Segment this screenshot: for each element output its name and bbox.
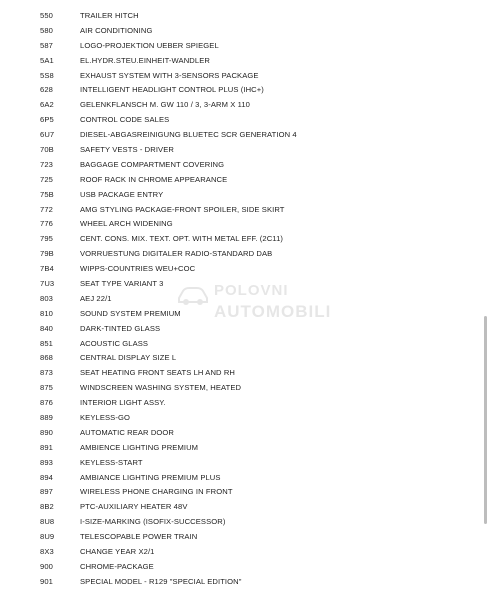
option-code: 851 — [40, 338, 53, 348]
option-row — [0, 38, 480, 53]
option-code: 894 — [40, 472, 53, 482]
option-description: INTERIOR LIGHT ASSY. — [80, 398, 166, 408]
option-row — [0, 157, 480, 172]
option-description: CENT. CONS. MIX. TEXT. OPT. WITH METAL EFF. (2C11) — [80, 234, 284, 244]
option-code: 873 — [40, 368, 53, 378]
option-code: 795 — [40, 234, 53, 244]
option-code: 810 — [40, 308, 53, 318]
option-row — [0, 23, 480, 38]
option-code: 550 — [40, 10, 53, 20]
option-row — [0, 470, 480, 485]
option-description: CHANGE YEAR X2/1 — [80, 547, 155, 556]
option-description: SOUND SYSTEM PREMIUM — [80, 308, 181, 318]
option-code: 803 — [40, 293, 53, 303]
option-code: 776 — [40, 219, 53, 229]
option-row — [0, 336, 480, 351]
option-code: 893 — [40, 457, 53, 467]
option-description: EL.HYDR.STEU.EINHEIT-WANDLER — [80, 55, 210, 65]
option-description: ACOUSTIC GLASS — [80, 338, 149, 348]
option-code: 587 — [40, 40, 53, 50]
option-description: AEJ 22/1 — [80, 293, 112, 303]
option-description: SAFETY VESTS - DRIVER — [80, 144, 174, 154]
option-row — [0, 261, 480, 276]
option-description: LOGO-PROJEKTION UEBER SPIEGEL — [80, 40, 219, 50]
option-description: SEAT TYPE VARIANT 3 — [80, 278, 164, 288]
option-row — [0, 395, 480, 410]
option-code: 725 — [40, 174, 53, 184]
option-description: CONTROL CODE SALES — [80, 115, 170, 125]
option-row — [0, 246, 480, 261]
option-description: I-SIZE-MARKING (ISOFIX-SUCCESSOR) — [80, 517, 226, 527]
option-row — [0, 365, 480, 380]
option-description: CENTRAL DISPLAY SIZE L — [80, 353, 177, 363]
watermark-line1: POLOVNI — [214, 282, 289, 299]
option-code: 723 — [40, 159, 53, 169]
option-row — [0, 350, 480, 365]
option-row — [0, 53, 480, 68]
option-code: 580 — [40, 25, 53, 35]
option-row — [0, 514, 480, 529]
option-row — [0, 455, 480, 470]
option-code: 900 — [40, 561, 53, 571]
option-row — [0, 142, 480, 157]
option-code: 901 — [40, 576, 53, 586]
option-row — [0, 8, 480, 23]
option-description: DARK-TINTED GLASS — [80, 323, 161, 333]
option-code: 6U7 — [40, 130, 55, 140]
option-description: TELESCOPABLE POWER TRAIN — [80, 532, 198, 542]
option-code: 840 — [40, 323, 53, 333]
option-code: 868 — [40, 353, 53, 363]
option-description: VORRUESTUNG DIGITALER RADIO-STANDARD DAB — [80, 249, 273, 259]
option-row — [0, 231, 480, 246]
option-code: 5A1 — [40, 55, 54, 65]
option-row — [0, 112, 480, 127]
option-row — [0, 187, 480, 202]
option-code: 8X3 — [40, 547, 54, 556]
option-description: EXHAUST SYSTEM WITH 3-SENSORS PACKAGE — [80, 70, 259, 80]
option-row — [0, 276, 480, 291]
option-code: 70B — [40, 144, 54, 154]
option-row — [0, 127, 480, 142]
option-code: 772 — [40, 204, 53, 214]
option-description: AUTOMATIC REAR DOOR — [80, 427, 175, 437]
option-code: 875 — [40, 383, 53, 393]
option-code: 5S8 — [40, 70, 54, 80]
option-row — [0, 499, 480, 514]
option-row — [0, 574, 480, 589]
option-row — [0, 172, 480, 187]
option-description: AMG STYLING PACKAGE-FRONT SPOILER, SIDE SKIRT — [80, 204, 285, 214]
option-code: 6A2 — [40, 100, 54, 110]
option-description: BAGGAGE COMPARTMENT COVERING — [80, 159, 225, 169]
equipment-code-list — [0, 8, 480, 589]
option-description: WIRELESS PHONE CHARGING IN FRONT — [80, 487, 233, 497]
option-code: 890 — [40, 427, 53, 437]
option-description: GELENKFLANSCH M. GW 110 / 3, 3-ARM X 110 — [80, 100, 250, 110]
option-description: AMBIANCE LIGHTING PREMIUM PLUS — [80, 472, 221, 482]
watermark-line2: AUTOMOBILI — [214, 302, 332, 321]
option-code: 889 — [40, 412, 53, 422]
option-description: CHROME-PACKAGE — [80, 561, 154, 571]
option-description: KEYLESS-GO — [80, 412, 130, 422]
option-description: USB PACKAGE ENTRY — [80, 189, 164, 199]
option-row — [0, 410, 480, 425]
option-code: 891 — [40, 442, 53, 452]
option-description: ROOF RACK IN CHROME APPEARANCE — [80, 174, 228, 184]
option-code: 6P5 — [40, 115, 54, 125]
option-code: 8U9 — [40, 532, 55, 542]
option-description: AMBIENCE LIGHTING PREMIUM — [80, 442, 199, 452]
option-description: SEAT HEATING FRONT SEATS LH AND RH — [80, 368, 236, 378]
option-row — [0, 321, 480, 336]
option-code: 876 — [40, 398, 53, 408]
option-description: KEYLESS-START — [80, 457, 143, 467]
option-description: SPECIAL MODEL - R129 "SPECIAL EDITION" — [80, 576, 242, 586]
option-code: 8B2 — [40, 502, 54, 512]
option-code: 8U8 — [40, 517, 55, 527]
option-row — [0, 202, 480, 217]
option-row — [0, 97, 480, 112]
option-code: 7B4 — [40, 264, 54, 274]
option-row — [0, 529, 480, 544]
option-code: 75B — [40, 189, 54, 199]
option-row — [0, 425, 480, 440]
option-description: WHEEL ARCH WIDENING — [80, 219, 173, 229]
option-code: 79B — [40, 249, 54, 259]
option-description: WIPPS-COUNTRIES WEU+COC — [80, 264, 196, 274]
option-description: PTC-AUXILIARY HEATER 48V — [80, 502, 188, 512]
option-description: TRAILER HITCH — [80, 10, 139, 20]
option-code: 628 — [40, 85, 53, 95]
option-row — [0, 291, 480, 306]
option-code: 7U3 — [40, 278, 55, 288]
option-row — [0, 306, 480, 321]
scrollbar[interactable] — [484, 316, 487, 524]
option-row — [0, 544, 480, 559]
option-description: INTELLIGENT HEADLIGHT CONTROL PLUS (IHC+) — [80, 85, 264, 95]
option-row — [0, 216, 480, 231]
option-row — [0, 440, 480, 455]
option-row — [0, 485, 480, 500]
option-description: WINDSCREEN WASHING SYSTEM, HEATED — [80, 383, 242, 393]
option-row — [0, 68, 480, 83]
option-row — [0, 380, 480, 395]
option-description: DIESEL-ABGASREINIGUNG BLUETEC SCR GENERATION 4 — [80, 130, 297, 140]
option-row — [0, 82, 480, 97]
option-description: AIR CONDITIONING — [80, 25, 153, 35]
option-code: 897 — [40, 487, 53, 497]
option-row — [0, 559, 480, 574]
